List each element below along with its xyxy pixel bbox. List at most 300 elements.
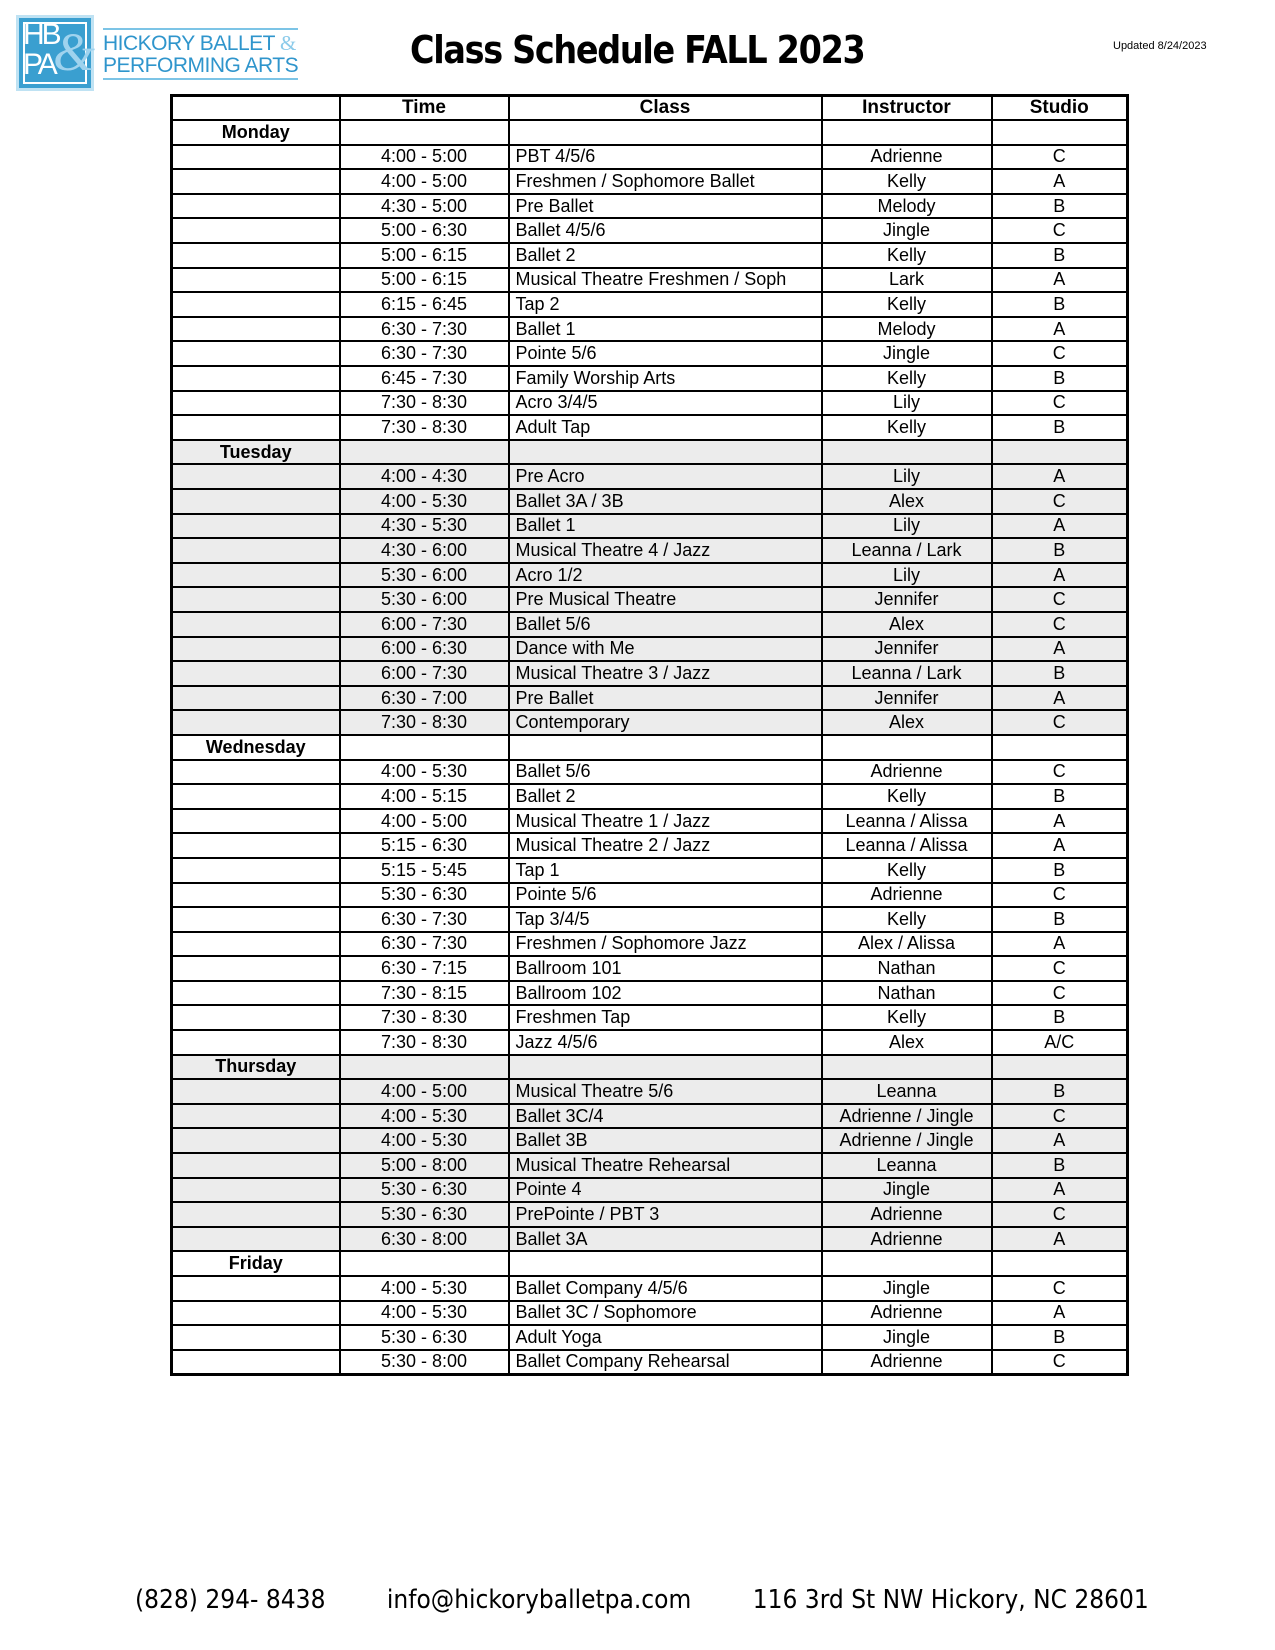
time-cell: 4:00 - 5:15	[340, 784, 509, 809]
table-row	[172, 858, 1128, 883]
table-row	[172, 514, 1128, 539]
studio-cell: B	[992, 858, 1128, 883]
instructor-cell: Leanna	[822, 1079, 992, 1104]
class-cell: Ballet 3C/4	[509, 1104, 822, 1129]
time-cell: 5:00 - 8:00	[340, 1153, 509, 1178]
table-row	[172, 292, 1128, 317]
class-cell: Ballroom 101	[509, 956, 822, 981]
brand-name	[103, 28, 298, 80]
studio-cell: C	[992, 145, 1128, 170]
table-row	[172, 1227, 1128, 1252]
instructor-cell: Adrienne	[822, 1227, 992, 1252]
empty-cell	[509, 1251, 822, 1276]
time-cell: 6:15 - 6:45	[340, 292, 509, 317]
table-row	[172, 1350, 1128, 1375]
table-row	[172, 1128, 1128, 1153]
empty-cell	[822, 1055, 992, 1080]
footer-email: info@hickoryballetpa.com	[386, 1585, 692, 1615]
empty-cell	[992, 735, 1128, 760]
studio-cell: B	[992, 1153, 1128, 1178]
class-cell: Freshmen / Sophomore Ballet	[509, 169, 822, 194]
studio-cell: C	[992, 1276, 1128, 1301]
empty-cell	[172, 1202, 340, 1227]
table-row	[172, 883, 1128, 908]
footer-contact	[135, 1585, 1149, 1615]
instructor-cell: Jennifer	[822, 587, 992, 612]
table-row	[172, 194, 1128, 219]
table-row	[172, 1301, 1128, 1326]
class-cell: Musical Theatre 3 / Jazz	[509, 661, 822, 686]
class-cell: Freshmen Tap	[509, 1005, 822, 1030]
studio-cell: C	[992, 489, 1128, 514]
table-row	[172, 1325, 1128, 1350]
schedule-table	[170, 94, 1129, 1376]
time-cell: 5:30 - 6:30	[340, 1202, 509, 1227]
empty-cell	[172, 907, 340, 932]
brand-line1	[103, 32, 298, 55]
empty-cell	[509, 120, 822, 145]
empty-cell	[172, 587, 340, 612]
class-cell: Acro 3/4/5	[509, 391, 822, 416]
instructor-cell: Alex	[822, 710, 992, 735]
table-row	[172, 612, 1128, 637]
time-cell: 4:00 - 5:30	[340, 489, 509, 514]
studio-cell: B	[992, 907, 1128, 932]
empty-cell	[172, 464, 340, 489]
table-row	[172, 1178, 1128, 1203]
empty-cell	[172, 1079, 340, 1104]
empty-cell	[172, 415, 340, 440]
time-cell: 4:00 - 5:00	[340, 1079, 509, 1104]
time-cell: 5:30 - 6:00	[340, 563, 509, 588]
time-cell: 7:30 - 8:30	[340, 710, 509, 735]
column-header-class: Class	[509, 96, 822, 121]
time-cell: 6:30 - 7:30	[340, 341, 509, 366]
class-cell: Ballet 1	[509, 514, 822, 539]
empty-cell	[172, 341, 340, 366]
empty-cell	[172, 194, 340, 219]
instructor-cell: Lark	[822, 268, 992, 293]
instructor-cell: Leanna / Lark	[822, 661, 992, 686]
table-header-row	[172, 96, 1128, 121]
instructor-cell: Kelly	[822, 858, 992, 883]
table-row	[172, 760, 1128, 785]
instructor-cell: Jingle	[822, 1325, 992, 1350]
instructor-cell: Kelly	[822, 292, 992, 317]
instructor-cell: Adrienne	[822, 760, 992, 785]
logo-hb: HB	[23, 18, 59, 51]
time-cell: 5:30 - 6:30	[340, 1178, 509, 1203]
class-cell: Ballet Company Rehearsal	[509, 1350, 822, 1375]
empty-cell	[172, 268, 340, 293]
class-cell: Musical Theatre 5/6	[509, 1079, 822, 1104]
empty-cell	[172, 883, 340, 908]
studio-cell: B	[992, 292, 1128, 317]
instructor-cell: Adrienne	[822, 1202, 992, 1227]
class-cell: Dance with Me	[509, 637, 822, 662]
studio-cell: C	[992, 981, 1128, 1006]
studio-cell: A	[992, 1178, 1128, 1203]
empty-cell	[172, 292, 340, 317]
class-cell: Tap 1	[509, 858, 822, 883]
empty-cell	[172, 1153, 340, 1178]
empty-cell	[992, 1251, 1128, 1276]
instructor-cell: Kelly	[822, 366, 992, 391]
instructor-cell: Lily	[822, 391, 992, 416]
studio-cell: C	[992, 612, 1128, 637]
time-cell: 4:30 - 5:00	[340, 194, 509, 219]
empty-cell	[172, 366, 340, 391]
time-cell: 7:30 - 8:15	[340, 981, 509, 1006]
class-cell: Pointe 5/6	[509, 341, 822, 366]
instructor-cell: Leanna / Alissa	[822, 833, 992, 858]
studio-cell: A	[992, 1128, 1128, 1153]
instructor-cell: Jingle	[822, 1276, 992, 1301]
studio-cell: B	[992, 1079, 1128, 1104]
time-cell: 7:30 - 8:30	[340, 391, 509, 416]
instructor-cell: Jennifer	[822, 686, 992, 711]
studio-cell: B	[992, 538, 1128, 563]
brand-line2: PERFORMING ARTS	[103, 54, 299, 77]
class-cell: Ballet 4/5/6	[509, 218, 822, 243]
time-cell: 4:00 - 4:30	[340, 464, 509, 489]
studio-cell: B	[992, 1325, 1128, 1350]
table-row	[172, 637, 1128, 662]
studio-cell: A	[992, 1301, 1128, 1326]
empty-cell	[172, 489, 340, 514]
studio-cell: C	[992, 1350, 1128, 1375]
table-row	[172, 710, 1128, 735]
instructor-cell: Nathan	[822, 956, 992, 981]
instructor-cell: Kelly	[822, 1005, 992, 1030]
studio-cell: C	[992, 760, 1128, 785]
class-cell: PrePointe / PBT 3	[509, 1202, 822, 1227]
footer-address: 116 3rd St NW Hickory, NC 28601	[752, 1585, 1149, 1615]
time-cell: 6:00 - 7:30	[340, 661, 509, 686]
time-cell: 5:00 - 6:15	[340, 268, 509, 293]
instructor-cell: Leanna / Alissa	[822, 809, 992, 834]
studio-cell: C	[992, 218, 1128, 243]
empty-cell	[172, 661, 340, 686]
class-cell: Musical Theatre 2 / Jazz	[509, 833, 822, 858]
instructor-cell: Kelly	[822, 169, 992, 194]
class-cell: Ballroom 102	[509, 981, 822, 1006]
instructor-cell: Lily	[822, 464, 992, 489]
table-row	[172, 833, 1128, 858]
column-header-day	[172, 96, 340, 121]
empty-cell	[822, 735, 992, 760]
day-header-row	[172, 735, 1128, 760]
studio-cell: C	[992, 587, 1128, 612]
table-row	[172, 317, 1128, 342]
instructor-cell: Jennifer	[822, 637, 992, 662]
empty-cell	[172, 1104, 340, 1129]
empty-cell	[172, 932, 340, 957]
time-cell: 4:00 - 5:30	[340, 1128, 509, 1153]
class-cell: Pointe 5/6	[509, 883, 822, 908]
column-header-instructor: Instructor	[822, 96, 992, 121]
studio-cell: A	[992, 464, 1128, 489]
instructor-cell: Lily	[822, 514, 992, 539]
class-cell: Musical Theatre Rehearsal	[509, 1153, 822, 1178]
table-row	[172, 145, 1128, 170]
empty-cell	[172, 169, 340, 194]
table-row	[172, 1030, 1128, 1055]
table-row	[172, 1005, 1128, 1030]
empty-cell	[172, 538, 340, 563]
table-row	[172, 1153, 1128, 1178]
empty-cell	[172, 612, 340, 637]
class-cell: Ballet 2	[509, 784, 822, 809]
instructor-cell: Jingle	[822, 218, 992, 243]
class-cell: Ballet 1	[509, 317, 822, 342]
brand-line1-text: HICKORY BALLET	[103, 32, 275, 55]
time-cell: 4:00 - 5:00	[340, 145, 509, 170]
column-header-studio: Studio	[992, 96, 1128, 121]
empty-cell	[340, 1251, 509, 1276]
table-row	[172, 415, 1128, 440]
studio-cell: B	[992, 243, 1128, 268]
class-cell: Ballet 3B	[509, 1128, 822, 1153]
time-cell: 6:30 - 7:30	[340, 932, 509, 957]
time-cell: 5:30 - 6:30	[340, 883, 509, 908]
empty-cell	[822, 120, 992, 145]
instructor-cell: Adrienne / Jingle	[822, 1104, 992, 1129]
table-row	[172, 391, 1128, 416]
class-cell: Musical Theatre 1 / Jazz	[509, 809, 822, 834]
class-cell: Tap 2	[509, 292, 822, 317]
class-cell: Musical Theatre 4 / Jazz	[509, 538, 822, 563]
studio-cell: A	[992, 686, 1128, 711]
table-row	[172, 341, 1128, 366]
table-row	[172, 464, 1128, 489]
studio-cell: C	[992, 710, 1128, 735]
footer-phone: (828) 294- 8438	[135, 1585, 326, 1615]
instructor-cell: Leanna	[822, 1153, 992, 1178]
time-cell: 6:00 - 6:30	[340, 637, 509, 662]
empty-cell	[172, 981, 340, 1006]
empty-cell	[172, 1178, 340, 1203]
instructor-cell: Nathan	[822, 981, 992, 1006]
studio-cell: C	[992, 391, 1128, 416]
studio-cell: C	[992, 1104, 1128, 1129]
class-cell: Pointe 4	[509, 1178, 822, 1203]
time-cell: 5:00 - 6:30	[340, 218, 509, 243]
empty-cell	[992, 120, 1128, 145]
table-row	[172, 686, 1128, 711]
studio-cell: A	[992, 169, 1128, 194]
instructor-cell: Adrienne	[822, 883, 992, 908]
table-row	[172, 661, 1128, 686]
time-cell: 4:00 - 5:30	[340, 1104, 509, 1129]
time-cell: 7:30 - 8:30	[340, 415, 509, 440]
studio-cell: B	[992, 194, 1128, 219]
class-cell: Family Worship Arts	[509, 366, 822, 391]
time-cell: 4:00 - 5:30	[340, 1301, 509, 1326]
time-cell: 5:30 - 6:30	[340, 1325, 509, 1350]
studio-cell: C	[992, 341, 1128, 366]
instructor-cell: Kelly	[822, 243, 992, 268]
studio-cell: A	[992, 514, 1128, 539]
studio-cell: A	[992, 932, 1128, 957]
studio-cell: A	[992, 563, 1128, 588]
table-row	[172, 169, 1128, 194]
empty-cell	[172, 243, 340, 268]
day-header-row	[172, 440, 1128, 465]
class-cell: Freshmen / Sophomore Jazz	[509, 932, 822, 957]
time-cell: 4:00 - 5:30	[340, 1276, 509, 1301]
logo-ampersand: &	[53, 22, 96, 82]
instructor-cell: Kelly	[822, 784, 992, 809]
empty-cell	[992, 1055, 1128, 1080]
studio-cell: B	[992, 415, 1128, 440]
studio-cell: A	[992, 833, 1128, 858]
class-cell: Adult Tap	[509, 415, 822, 440]
time-cell: 6:30 - 7:30	[340, 317, 509, 342]
table-row	[172, 1202, 1128, 1227]
class-cell: Pre Ballet	[509, 686, 822, 711]
day-label: Monday	[172, 120, 340, 145]
instructor-cell: Melody	[822, 317, 992, 342]
studio-cell: A	[992, 1227, 1128, 1252]
time-cell: 5:30 - 8:00	[340, 1350, 509, 1375]
table-row	[172, 563, 1128, 588]
time-cell: 5:15 - 5:45	[340, 858, 509, 883]
table-row	[172, 932, 1128, 957]
studio-cell: A	[992, 268, 1128, 293]
instructor-cell: Leanna / Lark	[822, 538, 992, 563]
empty-cell	[172, 1227, 340, 1252]
empty-cell	[172, 1005, 340, 1030]
table-row	[172, 268, 1128, 293]
studio-cell: A	[992, 637, 1128, 662]
class-cell: Acro 1/2	[509, 563, 822, 588]
empty-cell	[172, 784, 340, 809]
instructor-cell: Adrienne	[822, 1301, 992, 1326]
empty-cell	[822, 1251, 992, 1276]
empty-cell	[172, 710, 340, 735]
table-row	[172, 489, 1128, 514]
time-cell: 6:30 - 7:30	[340, 907, 509, 932]
table-row	[172, 956, 1128, 981]
time-cell: 5:00 - 6:15	[340, 243, 509, 268]
empty-cell	[172, 1128, 340, 1153]
time-cell: 4:30 - 6:00	[340, 538, 509, 563]
studio-cell: A/C	[992, 1030, 1128, 1055]
table-row	[172, 1104, 1128, 1129]
instructor-cell: Alex	[822, 612, 992, 637]
day-header-row	[172, 1251, 1128, 1276]
empty-cell	[172, 563, 340, 588]
class-cell: Tap 3/4/5	[509, 907, 822, 932]
class-cell: Pre Musical Theatre	[509, 587, 822, 612]
time-cell: 4:00 - 5:30	[340, 760, 509, 785]
table-row	[172, 587, 1128, 612]
class-cell: Pre Ballet	[509, 194, 822, 219]
logo-pa: PA	[23, 48, 55, 81]
page-title: Class Schedule FALL 2023	[410, 28, 865, 72]
class-cell: Ballet 3A	[509, 1227, 822, 1252]
table-row	[172, 218, 1128, 243]
class-cell: Musical Theatre Freshmen / Soph	[509, 268, 822, 293]
empty-cell	[340, 120, 509, 145]
instructor-cell: Jingle	[822, 1178, 992, 1203]
empty-cell	[340, 440, 509, 465]
day-label: Friday	[172, 1251, 340, 1276]
class-cell: Ballet 5/6	[509, 612, 822, 637]
time-cell: 6:00 - 7:30	[340, 612, 509, 637]
empty-cell	[172, 833, 340, 858]
class-cell: Ballet 3A / 3B	[509, 489, 822, 514]
studio-cell: A	[992, 317, 1128, 342]
instructor-cell: Melody	[822, 194, 992, 219]
empty-cell	[172, 145, 340, 170]
empty-cell	[172, 760, 340, 785]
class-cell: Contemporary	[509, 710, 822, 735]
instructor-cell: Jingle	[822, 341, 992, 366]
class-cell: Adult Yoga	[509, 1325, 822, 1350]
instructor-cell: Adrienne / Jingle	[822, 1128, 992, 1153]
table-row	[172, 809, 1128, 834]
class-cell: Pre Acro	[509, 464, 822, 489]
class-cell: Ballet 3C / Sophomore	[509, 1301, 822, 1326]
time-cell: 6:45 - 7:30	[340, 366, 509, 391]
time-cell: 4:30 - 5:30	[340, 514, 509, 539]
empty-cell	[172, 956, 340, 981]
time-cell: 4:00 - 5:00	[340, 169, 509, 194]
table-row	[172, 784, 1128, 809]
updated-date: Updated 8/24/2023	[1113, 40, 1207, 52]
class-cell: Jazz 4/5/6	[509, 1030, 822, 1055]
table-row	[172, 1079, 1128, 1104]
class-cell: PBT 4/5/6	[509, 145, 822, 170]
table-row	[172, 981, 1128, 1006]
empty-cell	[340, 735, 509, 760]
time-cell: 7:30 - 8:30	[340, 1030, 509, 1055]
instructor-cell: Alex	[822, 1030, 992, 1055]
class-cell: Ballet Company 4/5/6	[509, 1276, 822, 1301]
day-header-row	[172, 120, 1128, 145]
studio-cell: B	[992, 784, 1128, 809]
studio-cell: B	[992, 661, 1128, 686]
table-row	[172, 1276, 1128, 1301]
time-cell: 5:15 - 6:30	[340, 833, 509, 858]
instructor-cell: Alex	[822, 489, 992, 514]
time-cell: 6:30 - 7:00	[340, 686, 509, 711]
table-row	[172, 538, 1128, 563]
class-cell: Ballet 2	[509, 243, 822, 268]
logo-mark	[16, 15, 94, 91]
day-label: Wednesday	[172, 735, 340, 760]
studio-cell: C	[992, 883, 1128, 908]
day-label: Thursday	[172, 1055, 340, 1080]
table-row	[172, 366, 1128, 391]
empty-cell	[172, 637, 340, 662]
empty-cell	[172, 514, 340, 539]
empty-cell	[172, 218, 340, 243]
time-cell: 4:00 - 5:00	[340, 809, 509, 834]
day-header-row	[172, 1055, 1128, 1080]
empty-cell	[172, 1301, 340, 1326]
empty-cell	[509, 735, 822, 760]
instructor-cell: Adrienne	[822, 1350, 992, 1375]
time-cell: 6:30 - 8:00	[340, 1227, 509, 1252]
instructor-cell: Kelly	[822, 415, 992, 440]
empty-cell	[172, 686, 340, 711]
empty-cell	[992, 440, 1128, 465]
empty-cell	[172, 391, 340, 416]
day-label: Tuesday	[172, 440, 340, 465]
